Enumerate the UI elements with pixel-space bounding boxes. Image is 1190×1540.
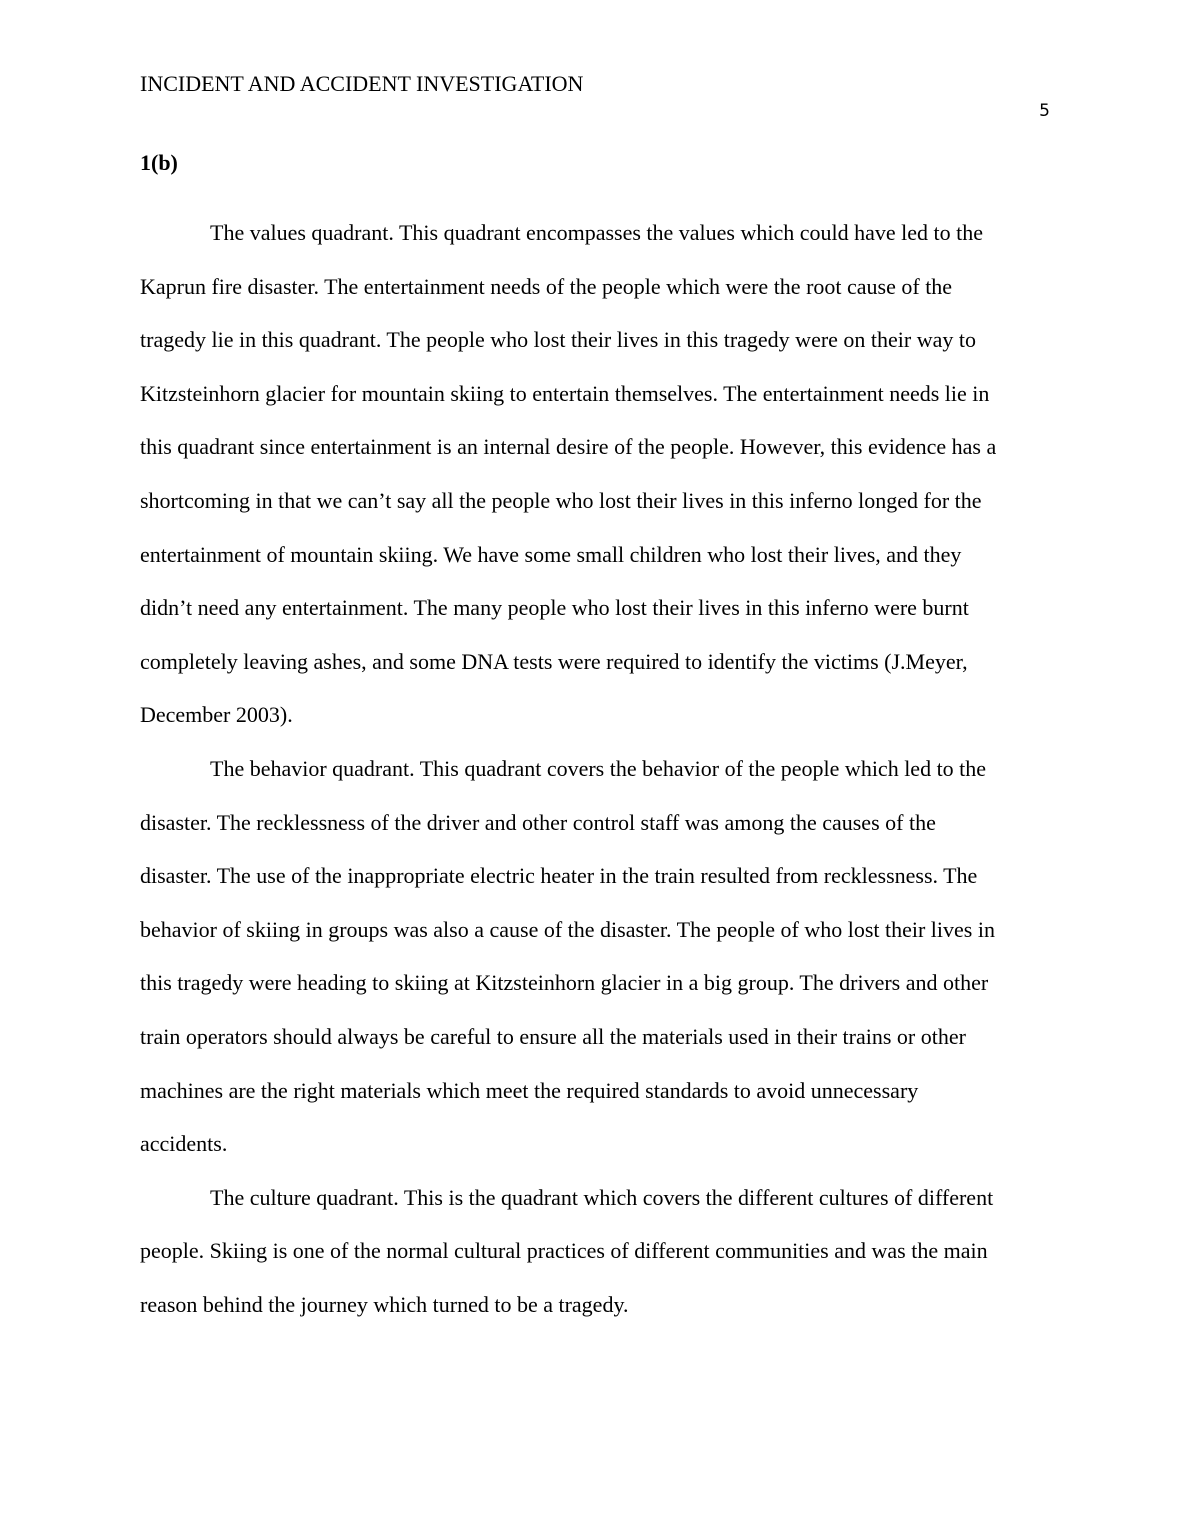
paragraph-line: The behavior quadrant. This quadrant covers the behavior of the people which led to the xyxy=(210,755,987,781)
document-body xyxy=(140,206,1052,1331)
paragraph-line: didn’t need any entertainment. The many people who lost their lives in this inferno were burnt xyxy=(140,595,969,621)
paragraph-line: Kitzsteinhorn glacier for mountain skiing to entertain themselves. The entertainment needs lie in xyxy=(140,380,990,406)
paragraph-line: The culture quadrant. This is the quadrant which covers the different cultures of different xyxy=(210,1184,994,1210)
paragraph-line: train operators should always be careful to ensure all the materials used in their trains or other xyxy=(140,1023,966,1049)
running-head: INCIDENT AND ACCIDENT INVESTIGATION xyxy=(140,71,584,96)
paragraph-behavior-quadrant xyxy=(140,742,1052,1171)
paragraph-line: tragedy lie in this quadrant. The people who lost their lives in this tragedy were on their way to xyxy=(140,327,976,353)
paragraph-line: December 2003). xyxy=(140,702,293,728)
paragraph-values-quadrant xyxy=(140,206,1052,742)
paragraph-line: The values quadrant. This quadrant encompasses the values which could have led to the xyxy=(210,220,984,245)
paragraph-line: people. Skiing is one of the normal cultural practices of different communities and was the main xyxy=(140,1238,988,1264)
section-heading: 1(b) xyxy=(140,150,178,175)
paragraph-line: disaster. The recklessness of the driver and other control staff was among the causes of the xyxy=(140,809,936,835)
paragraph-line: shortcoming in that we can’t say all the people who lost their lives in this inferno longed for the xyxy=(140,487,982,513)
paragraph-line: accidents. xyxy=(140,1131,228,1157)
paragraph-line: Kaprun fire disaster. The entertainment needs of the people which were the root cause of the xyxy=(140,273,953,299)
paragraph-line: this quadrant since entertainment is an internal desire of the people. However, this evidence has a xyxy=(140,434,997,460)
paragraph-line: entertainment of mountain skiing. We have some small children who lost their lives, and they xyxy=(140,541,962,567)
paragraph-line: reason behind the journey which turned to be a tragedy. xyxy=(140,1291,629,1317)
paragraph-line: behavior of skiing in groups was also a cause of the disaster. The people of who lost their lives in xyxy=(140,916,995,942)
paragraph-line: machines are the right materials which meet the required standards to avoid unnecessary xyxy=(140,1077,919,1103)
paragraph-line: completely leaving ashes, and some DNA tests were required to identify the victims (J.Meyer, xyxy=(140,648,968,674)
page-number: 5 xyxy=(1039,101,1050,121)
paragraph-line: disaster. The use of the inappropriate electric heater in the train resulted from recklessness. The xyxy=(140,863,978,889)
paragraph-culture-quadrant xyxy=(140,1171,1052,1332)
paragraph-line: this tragedy were heading to skiing at Kitzsteinhorn glacier in a big group. The drivers and other xyxy=(140,970,989,996)
